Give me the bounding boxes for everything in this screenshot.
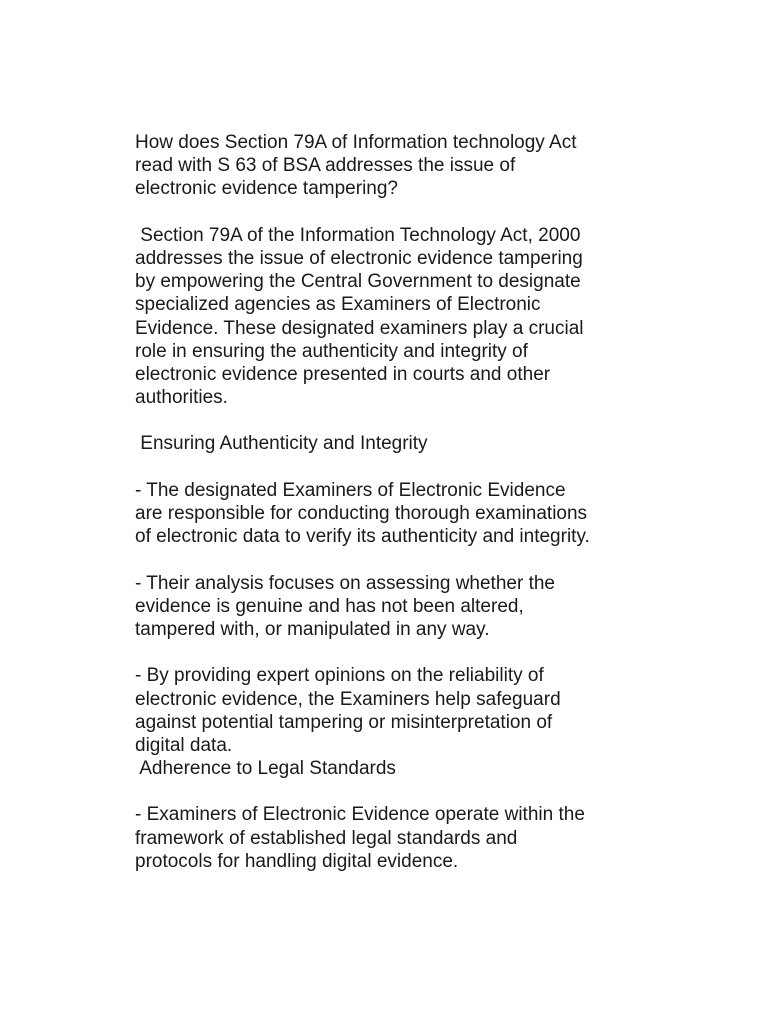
point-examinations bbox=[135, 479, 755, 549]
text-line: Section 79A of the Information Technology Act, 2000 bbox=[135, 224, 581, 246]
text-line: addresses the issue of electronic evidence tampering bbox=[135, 247, 583, 269]
text-line: - Examiners of Electronic Evidence operate within the bbox=[135, 804, 585, 826]
point-expert-opinions bbox=[135, 664, 755, 757]
text-line: Evidence. These designated examiners play a crucial bbox=[135, 317, 584, 339]
document-page bbox=[135, 131, 755, 873]
paragraph-gap bbox=[135, 201, 755, 224]
text-line: How does Section 79A of Information technology Act bbox=[135, 132, 577, 153]
section-heading: Adherence to Legal Standards bbox=[135, 758, 396, 780]
point-legal-framework bbox=[135, 803, 755, 873]
paragraph-gap bbox=[135, 456, 755, 479]
text-line: electronic evidence presented in courts and other bbox=[135, 363, 551, 385]
text-line: electronic evidence tampering? bbox=[135, 178, 398, 200]
point-analysis bbox=[135, 572, 755, 642]
text-line: are responsible for conducting thorough examinations bbox=[135, 503, 588, 524]
heading-legal-standards bbox=[135, 757, 755, 780]
text-line: by empowering the Central Government to designate bbox=[135, 271, 581, 293]
intro-paragraph bbox=[135, 224, 755, 410]
text-line: - The designated Examiners of Electronic Evidence bbox=[135, 479, 566, 501]
text-line: specialized agencies as Examiners of Electronic bbox=[135, 294, 541, 316]
text-line: role in ensuring the authenticity and integrity of bbox=[135, 340, 528, 362]
text-line: protocols for handling digital evidence. bbox=[135, 850, 459, 872]
paragraph-gap bbox=[135, 548, 755, 571]
heading-authenticity bbox=[135, 432, 755, 455]
text-line: framework of established legal standards and bbox=[135, 827, 518, 849]
text-line: digital data. bbox=[135, 734, 233, 756]
text-line: of electronic data to verify its authenticity and integrity. bbox=[135, 526, 590, 548]
paragraph-gap bbox=[135, 409, 755, 432]
section-heading: Ensuring Authenticity and Integrity bbox=[135, 433, 428, 455]
text-line: electronic evidence, the Examiners help safeguard bbox=[135, 688, 561, 710]
text-line: - By providing expert opinions on the reliability of bbox=[135, 665, 544, 687]
text-line: authorities. bbox=[135, 387, 228, 409]
text-line: tampered with, or manipulated in any way. bbox=[135, 618, 490, 640]
question-paragraph bbox=[135, 131, 755, 201]
paragraph-gap bbox=[135, 641, 755, 664]
text-line: - Their analysis focuses on assessing whether the bbox=[135, 572, 555, 594]
paragraph-gap bbox=[135, 780, 755, 803]
text-line: evidence is genuine and has not been altered, bbox=[135, 595, 524, 617]
text-line: read with S 63 of BSA addresses the issue of bbox=[135, 155, 516, 177]
text-line: against potential tampering or misinterpretation of bbox=[135, 711, 553, 733]
